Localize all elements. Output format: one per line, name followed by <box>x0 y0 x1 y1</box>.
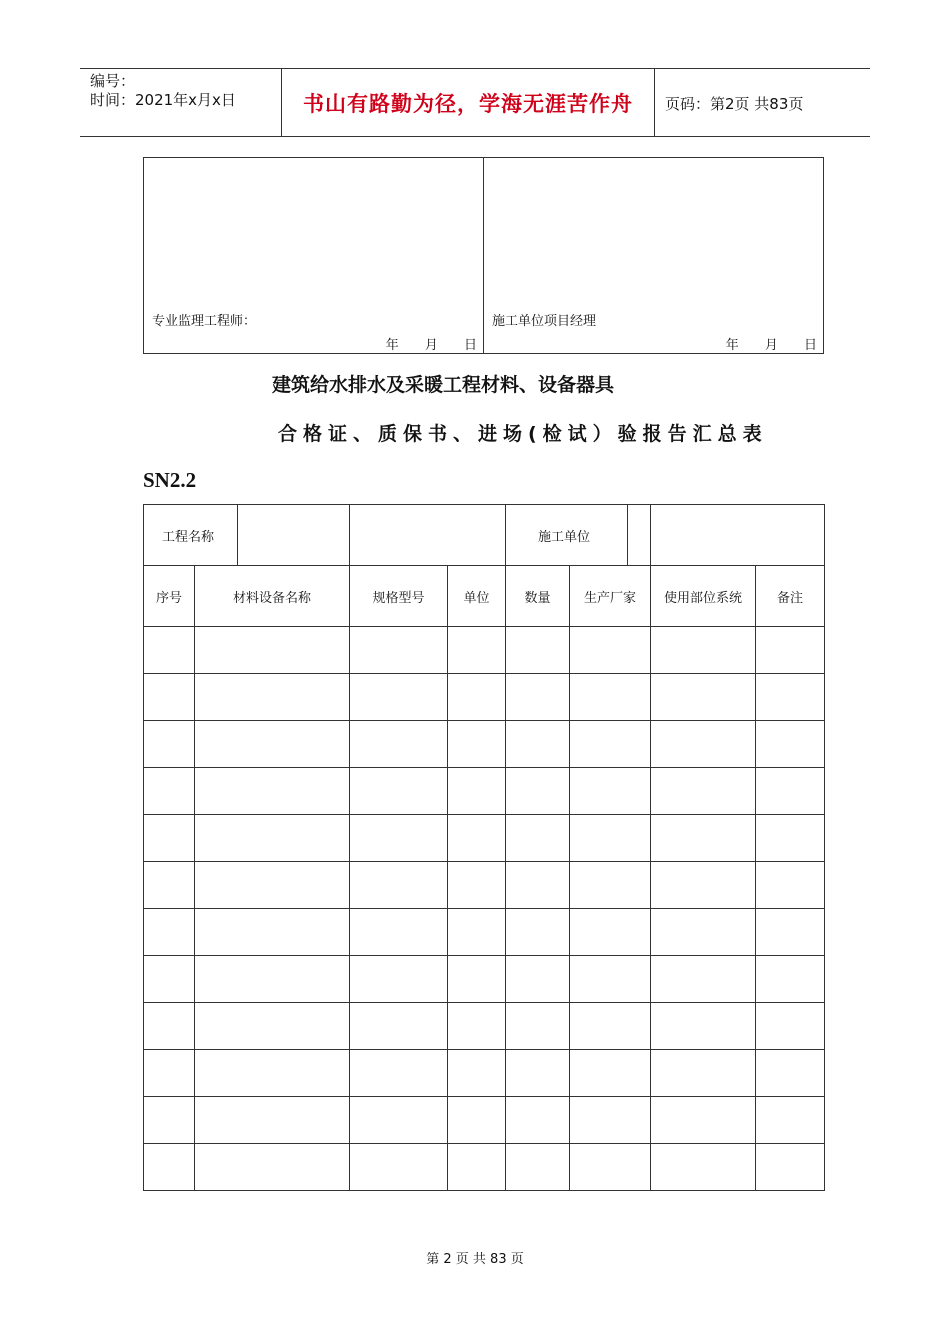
document-title-line1: 建筑给水排水及采暖工程材料、设备器具 <box>272 374 615 396</box>
table-cell[interactable] <box>651 1144 756 1191</box>
signature-box <box>143 157 824 354</box>
column-header: 数量 <box>506 566 570 627</box>
table-cell[interactable] <box>195 956 350 1003</box>
table-cell[interactable] <box>448 956 506 1003</box>
table-cell[interactable] <box>350 768 448 815</box>
table-cell[interactable] <box>506 627 570 674</box>
header-divider-right <box>654 68 655 136</box>
table-cell[interactable] <box>651 1003 756 1050</box>
table-cell[interactable] <box>756 909 825 956</box>
table-cell[interactable] <box>506 768 570 815</box>
table-cell[interactable] <box>195 768 350 815</box>
signature-cell-supervisor <box>144 158 484 354</box>
table-cell[interactable] <box>195 627 350 674</box>
project-name-label: 工程名称 <box>162 529 215 545</box>
table-cell[interactable] <box>506 815 570 862</box>
table-cell[interactable] <box>350 1097 448 1144</box>
project-name-value[interactable] <box>350 505 506 566</box>
document-title-line2: 合格证、质保书、进场(检试）验报告汇总表 <box>278 423 768 445</box>
project-info-row <box>144 505 825 566</box>
table-cell[interactable] <box>651 1097 756 1144</box>
table-cell[interactable] <box>350 956 448 1003</box>
header-time-label: 时间：2021年x月x日 <box>90 91 236 109</box>
table-cell[interactable] <box>448 627 506 674</box>
table-cell[interactable] <box>195 1003 350 1050</box>
table-row <box>144 956 825 1003</box>
signature-cell-manager <box>484 158 824 354</box>
table-cell[interactable] <box>506 1097 570 1144</box>
table-cell[interactable] <box>570 815 651 862</box>
table-cell[interactable] <box>448 909 506 956</box>
column-header: 生产厂家 <box>570 566 651 627</box>
table-cell[interactable] <box>756 1097 825 1144</box>
table-cell[interactable] <box>195 1050 350 1097</box>
supervisor-label: 专业监理工程师： <box>152 314 257 329</box>
table-cell[interactable] <box>448 768 506 815</box>
table-cell[interactable] <box>756 1003 825 1050</box>
table-cell[interactable] <box>195 721 350 768</box>
table-row <box>144 721 825 768</box>
table-cell[interactable] <box>350 1144 448 1191</box>
table-cell[interactable] <box>195 1144 350 1191</box>
table-header-row <box>144 566 825 627</box>
table-cell[interactable] <box>570 862 651 909</box>
table-cell[interactable] <box>144 956 195 1003</box>
table-row <box>144 768 825 815</box>
table-cell[interactable] <box>570 909 651 956</box>
table-cell[interactable] <box>195 909 350 956</box>
table-cell[interactable] <box>144 1144 195 1191</box>
table-cell[interactable] <box>144 768 195 815</box>
column-header: 备注 <box>756 566 825 627</box>
contractor-label: 施工单位 <box>538 529 591 545</box>
form-code: SN2.2 <box>143 468 197 492</box>
table-cell[interactable] <box>448 815 506 862</box>
table-cell[interactable] <box>651 627 756 674</box>
summary-table <box>143 504 825 1191</box>
column-header: 使用部位系统 <box>651 566 756 627</box>
table-cell[interactable] <box>506 674 570 721</box>
column-header: 单位 <box>448 566 506 627</box>
table-cell[interactable] <box>651 768 756 815</box>
table-cell[interactable] <box>195 862 350 909</box>
table-cell[interactable] <box>144 627 195 674</box>
table-cell[interactable] <box>756 721 825 768</box>
project-name-divider <box>237 505 238 565</box>
page-footer: 第 2 页 共 83 页 <box>426 1252 524 1267</box>
table-cell[interactable] <box>195 674 350 721</box>
table-cell[interactable] <box>144 1003 195 1050</box>
table-cell[interactable] <box>350 1050 448 1097</box>
supervisor-date: 年 月 日 <box>385 338 477 353</box>
column-header: 材料设备名称 <box>195 566 350 627</box>
table-cell[interactable] <box>756 956 825 1003</box>
table-cell[interactable] <box>570 768 651 815</box>
table-cell[interactable] <box>350 909 448 956</box>
table-cell[interactable] <box>144 909 195 956</box>
contractor-value[interactable] <box>651 505 825 566</box>
table-cell[interactable] <box>144 721 195 768</box>
table-cell[interactable] <box>506 956 570 1003</box>
table-cell[interactable] <box>756 1050 825 1097</box>
table-row <box>144 909 825 956</box>
table-cell[interactable] <box>350 627 448 674</box>
contractor-divider <box>627 505 628 565</box>
table-cell[interactable] <box>144 1097 195 1144</box>
table-cell[interactable] <box>448 1097 506 1144</box>
table-cell[interactable] <box>144 815 195 862</box>
table-cell[interactable] <box>570 627 651 674</box>
table-cell[interactable] <box>651 721 756 768</box>
table-row <box>144 627 825 674</box>
table-cell[interactable] <box>448 1003 506 1050</box>
table-cell[interactable] <box>195 815 350 862</box>
table-cell[interactable] <box>350 862 448 909</box>
table-cell[interactable] <box>756 674 825 721</box>
table-cell[interactable] <box>195 1097 350 1144</box>
table-cell[interactable] <box>651 674 756 721</box>
table-cell[interactable] <box>506 1050 570 1097</box>
table-cell[interactable] <box>506 1003 570 1050</box>
table-row <box>144 862 825 909</box>
table-cell[interactable] <box>570 1097 651 1144</box>
table-cell[interactable] <box>506 909 570 956</box>
table-cell[interactable] <box>144 674 195 721</box>
table-cell[interactable] <box>651 909 756 956</box>
header-page-info: 页码：第2页 共83页 <box>665 95 804 113</box>
table-cell[interactable] <box>756 1144 825 1191</box>
table-cell[interactable] <box>756 815 825 862</box>
table-cell[interactable] <box>350 674 448 721</box>
table-cell[interactable] <box>651 862 756 909</box>
manager-date: 年 月 日 <box>725 338 817 353</box>
table-cell[interactable] <box>651 956 756 1003</box>
header-number-label: 编号： <box>90 72 136 90</box>
table-cell[interactable] <box>570 1050 651 1097</box>
table-row <box>144 674 825 721</box>
table-cell[interactable] <box>651 1050 756 1097</box>
table-cell[interactable] <box>570 1144 651 1191</box>
table-row <box>144 815 825 862</box>
table-cell[interactable] <box>144 1050 195 1097</box>
table-row <box>144 1097 825 1144</box>
table-cell[interactable] <box>448 1050 506 1097</box>
table-cell[interactable] <box>506 721 570 768</box>
table-cell[interactable] <box>350 721 448 768</box>
table-cell[interactable] <box>144 862 195 909</box>
contractor-label-cell <box>506 505 651 566</box>
column-header: 序号 <box>144 566 195 627</box>
column-header: 规格型号 <box>350 566 448 627</box>
table-cell[interactable] <box>756 862 825 909</box>
table-cell[interactable] <box>651 815 756 862</box>
table-cell[interactable] <box>570 956 651 1003</box>
table-cell[interactable] <box>570 674 651 721</box>
table-cell[interactable] <box>448 862 506 909</box>
table-cell[interactable] <box>448 1144 506 1191</box>
table-body <box>144 627 825 1191</box>
table-cell[interactable] <box>448 674 506 721</box>
table-cell[interactable] <box>350 815 448 862</box>
project-name-label-cell <box>144 505 350 566</box>
manager-label: 施工单位项目经理 <box>492 314 597 329</box>
table-row <box>144 1050 825 1097</box>
table-cell[interactable] <box>756 768 825 815</box>
header-top-rule <box>80 68 870 69</box>
header-motto: 书山有路勤为径，学海无涯苦作舟 <box>303 92 633 116</box>
table-cell[interactable] <box>506 862 570 909</box>
table-cell[interactable] <box>506 1144 570 1191</box>
table-cell[interactable] <box>756 627 825 674</box>
table-cell[interactable] <box>570 1003 651 1050</box>
table-cell[interactable] <box>350 1003 448 1050</box>
table-cell[interactable] <box>448 721 506 768</box>
table-row <box>144 1003 825 1050</box>
table-row <box>144 1144 825 1191</box>
table-cell[interactable] <box>570 721 651 768</box>
header-bottom-rule <box>80 136 870 137</box>
